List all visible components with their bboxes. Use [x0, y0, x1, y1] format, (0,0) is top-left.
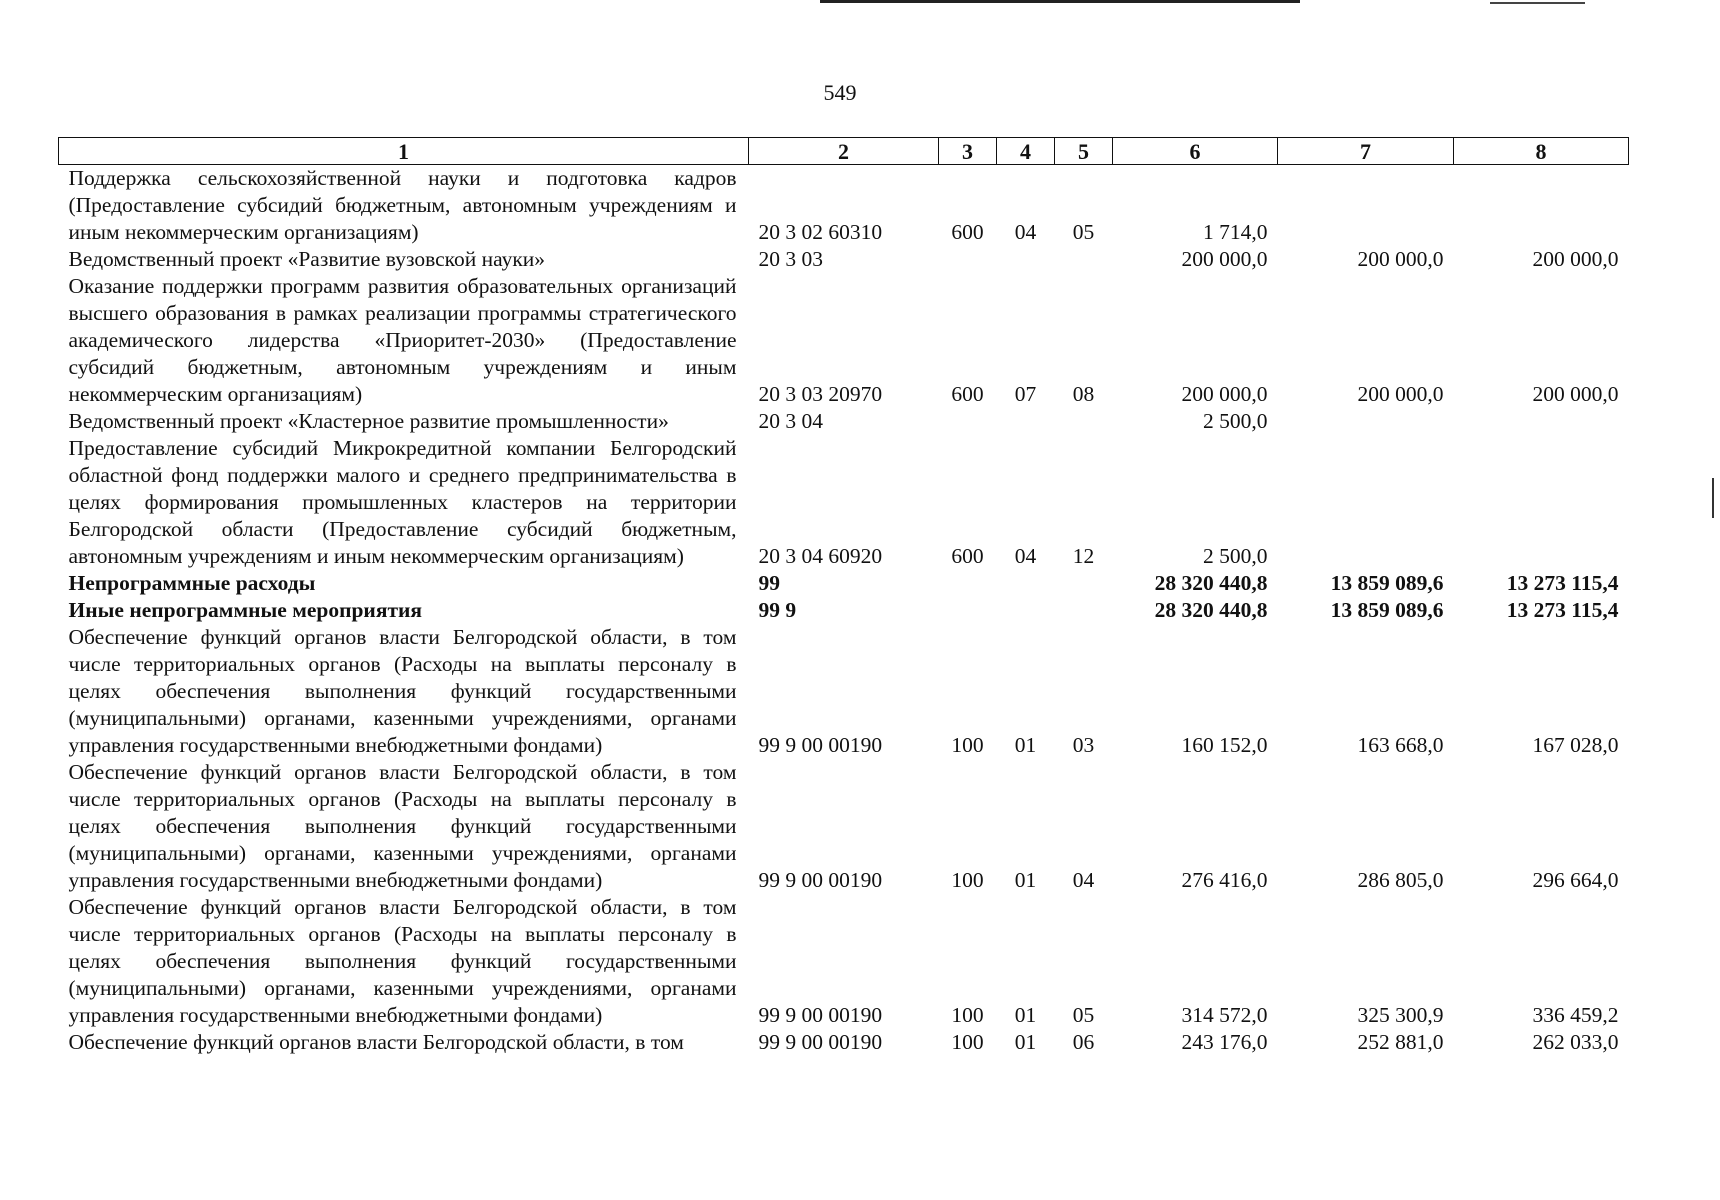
row-code: 99 9 00 00190 — [758, 868, 883, 892]
page-number: 549 — [823, 80, 857, 105]
table-row — [59, 165, 1629, 247]
row-amount-year3: 336 459,2 — [1532, 1003, 1619, 1027]
row-subsection: 08 — [1072, 382, 1095, 406]
row-amount-year1: 314 572,0 — [1181, 1003, 1268, 1027]
table-row — [59, 408, 1629, 435]
row-section: 04 — [1014, 220, 1037, 244]
row-amount-year3: 167 028,0 — [1532, 733, 1619, 757]
row-description: Ведомственный проект «Кластерное развитие промышленности» — [68, 409, 669, 433]
row-description: Обеспечение функций органов власти Белгородской области, в том числе территориальных органов (Расходы на выплаты персоналу в целях обеспечения выполнения функций государственными (муниципальными) органами, казенными учреждениями, органами управления государственными внебюджетными фондами) — [68, 760, 737, 892]
row-amount-year1: 2 500,0 — [1203, 544, 1268, 568]
row-expense-type: 600 — [951, 220, 984, 244]
row-amount-year3 — [1454, 435, 1629, 570]
table-row — [59, 435, 1629, 570]
row-code: 99 9 00 00190 — [758, 1030, 883, 1054]
row-amount-year3: 262 033,0 — [1532, 1030, 1619, 1054]
row-amount-year3: 200 000,0 — [1532, 382, 1619, 406]
row-description: Поддержка сельскохозяйственной науки и подготовка кадров (Предоставление субсидий бюджетным, автономным учреждениям и иным некоммерческим организациям) — [68, 166, 737, 244]
row-code: 20 3 03 20970 — [758, 382, 883, 406]
row-description: Обеспечение функций органов власти Белгородской области, в том числе территориальных органов (Расходы на выплаты персоналу в целях обеспечения выполнения функций государственными (муниципальными) органами, казенными учреждениями, органами управления государственными внебюджетными фондами) — [68, 895, 737, 1027]
row-amount-year1: 28 320 440,8 — [1154, 571, 1268, 595]
row-code: 99 9 00 00190 — [758, 1003, 883, 1027]
row-subsection: 06 — [1072, 1030, 1095, 1054]
row-amount-year3: 13 273 115,4 — [1506, 571, 1619, 595]
row-expense-type — [939, 597, 997, 624]
row-amount-year2 — [1278, 435, 1454, 570]
row-amount-year1: 2 500,0 — [1203, 409, 1268, 433]
scan-edge-line — [1490, 2, 1585, 4]
row-amount-year1: 1 714,0 — [1203, 220, 1268, 244]
row-expense-type — [939, 246, 997, 273]
row-description: Непрограммные расходы — [68, 571, 316, 595]
scan-edge-mark — [1712, 478, 1714, 518]
row-description: Ведомственный проект «Развитие вузовской науки» — [68, 247, 546, 271]
row-subsection — [1055, 570, 1113, 597]
row-subsection — [1055, 246, 1113, 273]
row-code: 20 3 04 60920 — [758, 544, 883, 568]
row-code: 20 3 04 — [758, 409, 823, 433]
row-description: Обеспечение функций органов власти Белгородской области, в том числе территориальных органов (Расходы на выплаты персоналу в целях обеспечения выполнения функций государственными (муниципальными) органами, казенными учреждениями, органами управления государственными внебюджетными фондами) — [68, 625, 737, 757]
header-cell: 1 — [59, 138, 749, 165]
table-row — [59, 624, 1629, 759]
row-description: Обеспечение функций органов власти Белгородской области, в том — [68, 1030, 684, 1054]
row-subsection — [1055, 597, 1113, 624]
header-cell: 8 — [1454, 138, 1629, 165]
row-amount-year2: 163 668,0 — [1357, 733, 1444, 757]
header-cell: 7 — [1278, 138, 1454, 165]
row-expense-type: 600 — [951, 382, 984, 406]
row-code: 99 9 — [758, 598, 797, 622]
row-expense-type: 600 — [951, 544, 984, 568]
budget-table — [58, 137, 1629, 1056]
row-subsection: 05 — [1072, 1003, 1095, 1027]
row-section: 01 — [1014, 1003, 1037, 1027]
table-row — [59, 273, 1629, 408]
table-row — [59, 1029, 1629, 1056]
row-expense-type: 100 — [951, 1003, 984, 1027]
table-row — [59, 597, 1629, 624]
table-row — [59, 894, 1629, 1029]
row-subsection: 12 — [1072, 544, 1095, 568]
row-subsection: 04 — [1072, 868, 1095, 892]
row-amount-year3: 13 273 115,4 — [1506, 598, 1619, 622]
header-cell: 6 — [1113, 138, 1278, 165]
row-code: 99 — [758, 571, 780, 595]
row-section — [997, 408, 1055, 435]
row-amount-year1: 200 000,0 — [1181, 247, 1268, 271]
row-section: 01 — [1014, 868, 1037, 892]
scan-edge-line — [820, 0, 1300, 3]
row-amount-year2: 252 881,0 — [1357, 1030, 1444, 1054]
row-description: Оказание поддержки программ развития образовательных организаций высшего образования в рамках реализации программы стратегического академического лидерства «Приоритет-2030» (Предоставление субсидий бюджетным, автономным учреждениям и иным некоммерческим организациям) — [68, 274, 737, 406]
row-subsection: 05 — [1072, 220, 1095, 244]
row-subsection: 03 — [1072, 733, 1095, 757]
header-cell: 4 — [997, 138, 1055, 165]
table-row — [59, 759, 1629, 894]
row-amount-year2 — [1278, 165, 1454, 247]
row-expense-type — [939, 408, 997, 435]
row-code: 20 3 03 — [758, 247, 823, 271]
row-section — [997, 597, 1055, 624]
table-row — [59, 246, 1629, 273]
row-amount-year2: 13 859 089,6 — [1330, 598, 1444, 622]
row-amount-year1: 276 416,0 — [1181, 868, 1268, 892]
row-amount-year3 — [1454, 165, 1629, 247]
row-subsection — [1055, 408, 1113, 435]
row-amount-year2 — [1278, 408, 1454, 435]
row-amount-year1: 160 152,0 — [1181, 733, 1268, 757]
row-expense-type: 100 — [951, 733, 984, 757]
row-section — [997, 246, 1055, 273]
header-cell: 3 — [939, 138, 997, 165]
row-amount-year1: 200 000,0 — [1181, 382, 1268, 406]
row-section: 04 — [1014, 544, 1037, 568]
row-amount-year3: 200 000,0 — [1532, 247, 1619, 271]
row-amount-year3 — [1454, 408, 1629, 435]
row-section: 01 — [1014, 1030, 1037, 1054]
row-expense-type — [939, 570, 997, 597]
row-amount-year2: 200 000,0 — [1357, 382, 1444, 406]
row-section: 07 — [1014, 382, 1037, 406]
row-expense-type: 100 — [951, 1030, 984, 1054]
row-amount-year2: 325 300,9 — [1357, 1003, 1444, 1027]
row-expense-type: 100 — [951, 868, 984, 892]
row-description: Предоставление субсидий Микрокредитной компании Белгородский областной фонд поддержки малого и среднего предпринимательства в целях формирования промышленных кластеров на территории Белгородской области (Предоставление субсидий бюджетным, автономным учреждениям и иным некоммерческим организациям) — [68, 436, 737, 568]
row-code: 20 3 02 60310 — [758, 220, 883, 244]
row-amount-year3: 296 664,0 — [1532, 868, 1619, 892]
row-amount-year2: 200 000,0 — [1357, 247, 1444, 271]
table-header-row — [59, 138, 1629, 165]
row-amount-year1: 243 176,0 — [1181, 1030, 1268, 1054]
header-cell: 2 — [749, 138, 939, 165]
row-section — [997, 570, 1055, 597]
table-row — [59, 570, 1629, 597]
row-code: 99 9 00 00190 — [758, 733, 883, 757]
row-amount-year2: 13 859 089,6 — [1330, 571, 1444, 595]
row-description: Иные непрограммные мероприятия — [68, 598, 423, 622]
row-amount-year1: 28 320 440,8 — [1154, 598, 1268, 622]
row-section: 01 — [1014, 733, 1037, 757]
header-cell: 5 — [1055, 138, 1113, 165]
row-amount-year2: 286 805,0 — [1357, 868, 1444, 892]
